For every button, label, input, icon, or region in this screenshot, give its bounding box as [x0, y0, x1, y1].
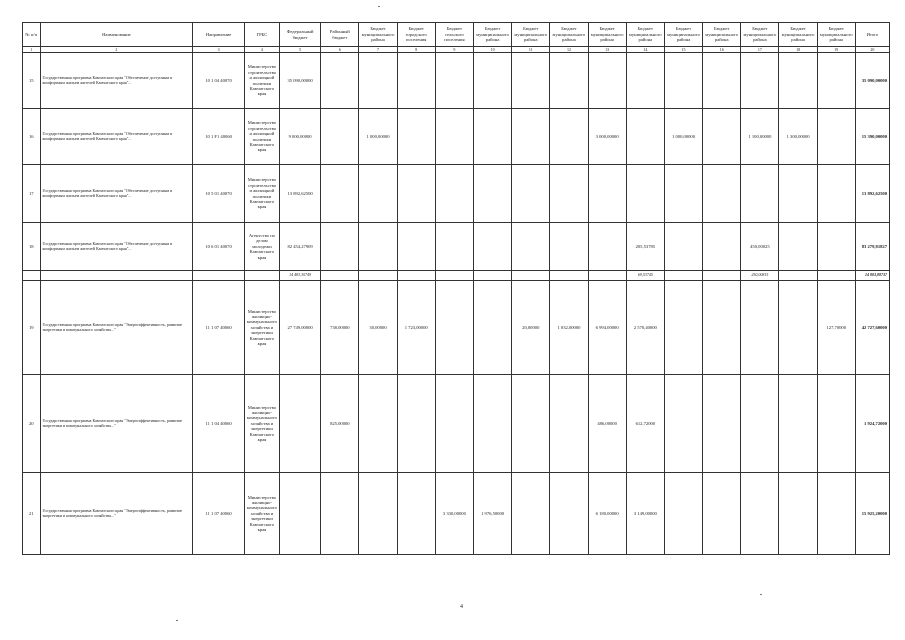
row-amount: 1 976,50000: [473, 473, 511, 555]
row-total: 15 390,00000: [855, 109, 889, 165]
col-header: Направление: [193, 23, 245, 47]
row-amount: [473, 281, 511, 375]
row-amount: [741, 165, 779, 223]
row-amount: 82 454,27909: [279, 223, 320, 271]
row-description: Государственная программа Камчатского края "Обеспечение доступным и комфортным жильем жителей Камчатского края"...: [40, 109, 193, 165]
row-amount: [550, 165, 588, 223]
row-description: Государственная программа Камчатского края "Обеспечение доступным и комфортным жильем жителей Камчатского края"...: [40, 223, 193, 271]
row-amount: [703, 53, 741, 109]
col-number: 1: [23, 47, 41, 53]
row-description: Государственная программа Камчатского края "Энергоэффективность, развитие энергетики и коммунального хозяйства...": [40, 473, 193, 555]
row-code: 11 1 04 40060: [193, 375, 245, 473]
col-header: Бюджет муниципального района: [664, 23, 702, 47]
row-code: 10 1 F1 40060: [193, 109, 245, 165]
scan-speck: [760, 594, 762, 595]
col-number: 9: [435, 47, 473, 53]
row-amount: 1 723,00000: [397, 281, 435, 375]
row-code: 10 6 01 40070: [193, 223, 245, 271]
row-amount: 3 149,00000: [626, 473, 664, 555]
col-number: 18: [779, 47, 817, 53]
subtotal-amount: [779, 271, 817, 281]
row-amount: [588, 165, 626, 223]
col-number: 16: [703, 47, 741, 53]
row-amount: 1 300,00000: [779, 109, 817, 165]
subtotal-label: [40, 271, 193, 281]
row-code: 11 1 07 40060: [193, 281, 245, 375]
col-number: 5: [279, 47, 320, 53]
row-amount: [512, 223, 550, 271]
row-amount: [279, 375, 320, 473]
col-header: Федеральный бюджет: [279, 23, 320, 47]
row-amount: [817, 165, 855, 223]
scan-speck: [176, 620, 178, 621]
row-amount: [817, 375, 855, 473]
row-amount: [588, 53, 626, 109]
row-amount: 738,00000: [321, 281, 359, 375]
row-grbs: Министерство строительства и жилищной политики Камчатского края: [244, 53, 279, 109]
row-amount: 1 032,00000: [550, 281, 588, 375]
row-number: 17: [23, 165, 41, 223]
row-amount: [321, 473, 359, 555]
row-amount: [779, 281, 817, 375]
col-number: 8: [397, 47, 435, 53]
row-number: 21: [23, 473, 41, 555]
row-amount: [703, 165, 741, 223]
row-description: Государственная программа Камчатского края "Энергоэффективность, развитие энергетики и коммунального хозяйства...": [40, 375, 193, 473]
table-body: [23, 53, 890, 555]
row-amount: 30,00000: [359, 281, 397, 375]
row-amount: [626, 53, 664, 109]
row-number: 15: [23, 53, 41, 109]
row-amount: [512, 53, 550, 109]
row-amount: [550, 375, 588, 473]
row-amount: [359, 223, 397, 271]
budget-table: [22, 22, 890, 555]
row-amount: [817, 53, 855, 109]
row-amount: [435, 53, 473, 109]
col-number: 20: [855, 47, 889, 53]
row-code: 10 5 01 40070: [193, 165, 245, 223]
row-number: 18: [23, 223, 41, 271]
row-amount: [588, 223, 626, 271]
page-number: 4: [460, 604, 463, 610]
row-amount: [473, 53, 511, 109]
row-amount: [664, 165, 702, 223]
budget-table-sheet: [22, 22, 890, 590]
row-amount: [664, 375, 702, 473]
row-amount: [779, 223, 817, 271]
row-number: 19: [23, 281, 41, 375]
row-amount: 2 570,40000: [626, 281, 664, 375]
row-amount: [703, 109, 741, 165]
row-description: Государственная программа Камчатского края "Энергоэффективность, развитие энергетики и коммунального хозяйства...": [40, 281, 193, 375]
row-grbs: Министерство строительства и жилищной политики Камчатского края: [244, 165, 279, 223]
row-amount: [512, 109, 550, 165]
row-amount: 205,53785: [626, 223, 664, 271]
row-amount: [779, 165, 817, 223]
row-amount: [321, 165, 359, 223]
row-grbs: Министерство строительства и жилищной политики Камчатского края: [244, 109, 279, 165]
row-amount: [626, 109, 664, 165]
subtotal-amount: [703, 271, 741, 281]
row-amount: [279, 473, 320, 555]
row-amount: [703, 473, 741, 555]
col-header: № п/п: [23, 23, 41, 47]
row-amount: [397, 375, 435, 473]
row-amount: [817, 223, 855, 271]
row-amount: 1 100,00000: [741, 109, 779, 165]
row-number: 16: [23, 109, 41, 165]
row-amount: [397, 53, 435, 109]
table-row: [23, 53, 890, 109]
col-number: 15: [664, 47, 702, 53]
row-amount: [397, 109, 435, 165]
row-amount: 27 749,00000: [279, 281, 320, 375]
row-grbs: Министерство жилищно-коммунального хозяйства и энергетики Камчатского края: [244, 281, 279, 375]
row-amount: [512, 165, 550, 223]
row-amount: 1 000,00000: [664, 109, 702, 165]
row-grbs: Министерство жилищно-коммунального хозяйства и энергетики Камчатского края: [244, 375, 279, 473]
row-amount: [779, 375, 817, 473]
col-header: Бюджет муниципального района: [512, 23, 550, 47]
row-amount: [359, 165, 397, 223]
subtotal-amount: 14 483,30749: [279, 271, 320, 281]
row-amount: [703, 223, 741, 271]
row-amount: [435, 223, 473, 271]
row-amount: [664, 53, 702, 109]
subtotal-blank: [244, 271, 279, 281]
row-amount: [435, 375, 473, 473]
row-amount: [321, 109, 359, 165]
row-amount: 3 330,00000: [435, 473, 473, 555]
col-header: Бюджет муниципального района: [741, 23, 779, 47]
row-amount: 612,72000: [626, 375, 664, 473]
col-number: 13: [588, 47, 626, 53]
row-amount: [664, 223, 702, 271]
col-number: 4: [244, 47, 279, 53]
col-number: 10: [473, 47, 511, 53]
row-amount: [359, 53, 397, 109]
row-total: 1 924,72000: [855, 375, 889, 473]
row-amount: [626, 165, 664, 223]
row-amount: 35 090,00000: [279, 53, 320, 109]
table-row: [23, 165, 890, 223]
row-amount: 127,70000: [817, 281, 855, 375]
row-amount: [741, 281, 779, 375]
row-total: 35 090,00000: [855, 53, 889, 109]
row-amount: 9 000,00000: [279, 109, 320, 165]
header-row: [23, 23, 890, 47]
subtotal-amount: [664, 271, 702, 281]
col-number: 14: [626, 47, 664, 53]
table-row: [23, 109, 890, 165]
row-amount: [397, 223, 435, 271]
row-total: 15 925,20000: [855, 473, 889, 555]
row-amount: [473, 375, 511, 473]
row-amount: 3 000,00000: [588, 109, 626, 165]
row-amount: [550, 473, 588, 555]
row-amount: [473, 165, 511, 223]
col-number: 12: [550, 47, 588, 53]
subtotal-amount: 69,53745: [626, 271, 664, 281]
col-header: Бюджет муниципального района: [359, 23, 397, 47]
row-amount: 486,00000: [588, 375, 626, 473]
row-code: 10 1 04 40070: [193, 53, 245, 109]
row-amount: [741, 473, 779, 555]
col-number: 7: [359, 47, 397, 53]
row-amount: [435, 109, 473, 165]
row-amount: [664, 281, 702, 375]
row-amount: [359, 375, 397, 473]
row-amount: [550, 109, 588, 165]
col-header: Бюджет муниципального района: [473, 23, 511, 47]
row-amount: [550, 223, 588, 271]
subtotal-amount: [512, 271, 550, 281]
col-header: Наименование: [40, 23, 193, 47]
row-amount: [817, 473, 855, 555]
row-amount: [473, 109, 511, 165]
col-number: 17: [741, 47, 779, 53]
row-amount: 825,00000: [321, 375, 359, 473]
col-header: Бюджет муниципального района: [588, 23, 626, 47]
row-total: 13 892,62500: [855, 165, 889, 223]
row-grbs: Агентство по делам молодежи Камчатского края: [244, 223, 279, 271]
row-code: 11 1 07 40060: [193, 473, 245, 555]
subtotal-amount: [550, 271, 588, 281]
row-amount: [473, 223, 511, 271]
subtotal-blank: [23, 271, 41, 281]
subtotal-amount: [588, 271, 626, 281]
row-amount: [397, 473, 435, 555]
subtotal-total: 14 803,88737: [855, 271, 889, 281]
row-amount: [435, 165, 473, 223]
row-amount: [779, 53, 817, 109]
row-amount: [703, 375, 741, 473]
row-amount: [741, 53, 779, 109]
row-amount: 1 000,00000: [359, 109, 397, 165]
row-amount: [321, 223, 359, 271]
scan-speck: [378, 6, 380, 7]
row-amount: [703, 281, 741, 375]
row-total: 83 279,81827: [855, 223, 889, 271]
col-number: 3: [193, 47, 245, 53]
col-header: Бюджет муниципального района: [817, 23, 855, 47]
subtotal-amount: [321, 271, 359, 281]
table-row: [23, 281, 890, 375]
table-row: [23, 375, 890, 473]
subtotal-amount: [397, 271, 435, 281]
subtotal-amount: [473, 271, 511, 281]
col-number: 19: [817, 47, 855, 53]
col-number: 6: [321, 47, 359, 53]
col-header: Итого: [855, 23, 889, 47]
table-row: [23, 473, 890, 555]
col-header: Бюджет муниципального района: [550, 23, 588, 47]
row-amount: [664, 473, 702, 555]
col-header: Бюджет сельского поселения: [435, 23, 473, 47]
subtotal-row: [23, 271, 890, 281]
row-amount: 6 180,00000: [588, 473, 626, 555]
row-grbs: Министерство жилищно-коммунального хозяйства и энергетики Камчатского края: [244, 473, 279, 555]
table-row: [23, 223, 890, 271]
col-header: Районный бюджет: [321, 23, 359, 47]
row-amount: 450,00025: [741, 223, 779, 271]
row-amount: [397, 165, 435, 223]
row-description: Государственная программа Камчатского края "Обеспечение доступным и комфортным жильем жителей Камчатского края"...: [40, 53, 193, 109]
subtotal-amount: [817, 271, 855, 281]
col-header: Бюджет муниципального района: [626, 23, 664, 47]
row-amount: [359, 473, 397, 555]
row-amount: [779, 473, 817, 555]
subtotal-amount: 250,00815: [741, 271, 779, 281]
row-number: 20: [23, 375, 41, 473]
col-header: Бюджет городского поселения: [397, 23, 435, 47]
col-header: Бюджет муниципального района: [703, 23, 741, 47]
col-header: Бюджет муниципального района: [779, 23, 817, 47]
row-amount: 6 994,00000: [588, 281, 626, 375]
row-amount: [512, 375, 550, 473]
row-amount: [550, 53, 588, 109]
col-number: 11: [512, 47, 550, 53]
row-amount: 13 892,62500: [279, 165, 320, 223]
row-amount: [512, 473, 550, 555]
row-description: Государственная программа Камчатского края "Обеспечение доступным и комфортным жильем жителей Камчатского края"...: [40, 165, 193, 223]
subtotal-amount: [359, 271, 397, 281]
row-amount: [435, 281, 473, 375]
row-total: 42 727,60000: [855, 281, 889, 375]
subtotal-blank: [193, 271, 245, 281]
row-amount: [817, 109, 855, 165]
row-amount: [741, 375, 779, 473]
row-amount: 20,00000: [512, 281, 550, 375]
subtotal-amount: [435, 271, 473, 281]
col-header: ГРБС: [244, 23, 279, 47]
row-amount: [321, 53, 359, 109]
col-number: 2: [40, 47, 193, 53]
